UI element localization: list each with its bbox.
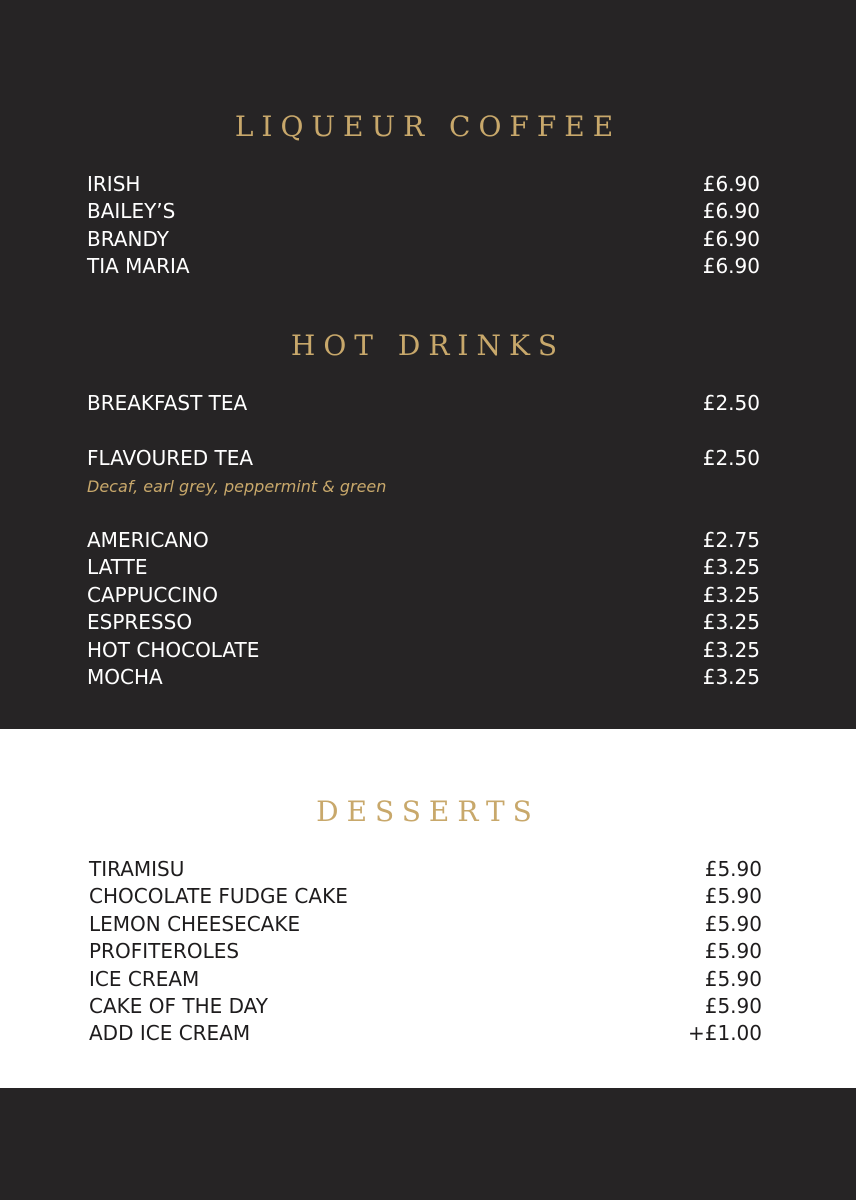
item-name: ESPRESSO <box>87 610 193 635</box>
item-price: £5.90 <box>704 911 762 936</box>
item-name: CHOCOLATE FUDGE CAKE <box>89 884 348 909</box>
item-name: ICE CREAM <box>89 966 200 991</box>
item-name: CAKE OF THE DAY <box>89 993 269 1018</box>
item-price: £3.25 <box>702 582 760 607</box>
menu-item <box>87 554 760 581</box>
menu-item <box>89 911 762 938</box>
desserts-heading: DESSERTS <box>316 795 540 828</box>
item-name: PROFITEROLES <box>89 939 240 964</box>
menu-item <box>87 445 760 472</box>
item-name: BRANDY <box>87 226 169 251</box>
item-name: ADD ICE CREAM <box>89 1021 251 1046</box>
flavoured-tea-list <box>87 445 760 472</box>
item-price: £5.90 <box>704 884 762 909</box>
item-price: £5.90 <box>704 966 762 991</box>
menu-item <box>87 198 760 225</box>
item-name: CAPPUCCINO <box>87 582 218 607</box>
menu-item <box>87 609 760 636</box>
menu-item <box>89 1020 762 1047</box>
item-price: £5.90 <box>704 857 762 881</box>
item-name: LEMON CHEESECAKE <box>89 911 301 936</box>
item-name: BREAKFAST TEA <box>87 391 248 415</box>
menu-item <box>87 171 760 198</box>
item-price: £3.25 <box>702 610 760 635</box>
breakfast-tea-list <box>87 390 760 417</box>
hot-drinks-list <box>87 527 760 691</box>
item-name: MOCHA <box>87 664 163 689</box>
item-price: £3.25 <box>702 555 760 580</box>
item-name: FLAVOURED TEA <box>87 446 254 470</box>
item-price: £5.90 <box>704 993 762 1018</box>
item-price: £6.90 <box>702 226 760 251</box>
menu-item <box>87 226 760 253</box>
menu-item <box>87 664 760 691</box>
item-name: AMERICANO <box>87 528 209 552</box>
menu-item <box>87 527 760 554</box>
menu-item <box>89 966 762 993</box>
hot-drinks-heading: HOT DRINKS <box>290 329 566 362</box>
item-price: £5.90 <box>704 939 762 964</box>
menu-item <box>87 390 760 417</box>
item-name: TIRAMISU <box>89 857 185 881</box>
footer-band <box>0 1088 856 1200</box>
item-name: TIA MARIA <box>87 254 190 279</box>
item-name: IRISH <box>87 172 141 196</box>
menu-item <box>87 253 760 280</box>
menu-item <box>87 582 760 609</box>
desserts-list <box>89 856 762 1048</box>
menu-item <box>89 938 762 965</box>
menu-item <box>89 856 762 883</box>
liqueur-coffee-list <box>87 171 760 281</box>
menu-item <box>87 637 760 664</box>
item-price: £6.90 <box>702 172 760 196</box>
liqueur-coffee-heading: LIQUEUR COFFEE <box>234 110 622 143</box>
item-name: HOT CHOCOLATE <box>87 637 260 662</box>
item-price: £2.50 <box>702 446 760 470</box>
menu-item <box>89 993 762 1020</box>
item-price: £3.25 <box>702 664 760 689</box>
desserts-panel <box>0 729 856 1088</box>
item-price: £2.50 <box>702 391 760 415</box>
item-price: £2.75 <box>702 528 760 552</box>
item-price: £6.90 <box>702 199 760 224</box>
item-price: +£1.00 <box>687 1021 762 1046</box>
item-name: BAILEY’S <box>87 199 176 224</box>
item-name: LATTE <box>87 555 148 580</box>
item-price: £3.25 <box>702 637 760 662</box>
menu-item <box>89 883 762 910</box>
flavoured-tea-note: Decaf, earl grey, peppermint & green <box>87 477 387 496</box>
item-price: £6.90 <box>702 254 760 279</box>
